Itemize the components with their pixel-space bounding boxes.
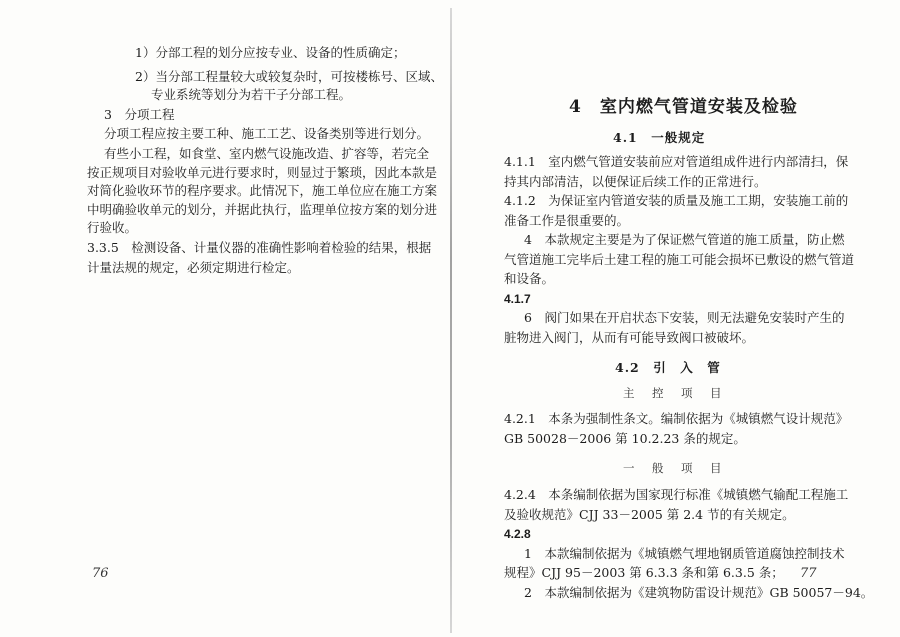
list-item: 2 本款编制依据为《建筑物防雷设计规范》GB 50057－94。 xyxy=(524,585,874,600)
clause-4-2-1: 4.2.1 本条为强制性条文。编制依据为《城镇燃气设计规范》 xyxy=(504,411,849,426)
section-heading: 4.2 引 入 管 xyxy=(615,360,721,375)
text-line: 对简化验收环节的程序要求。此情况下，施工单位应在施工方案 xyxy=(87,183,438,198)
clause-4-1-2: 4.1.2 为保证室内管道安装的质量及施工工期，安装施工前的 xyxy=(504,193,849,208)
clause-3-3-5: 3.3.5 检测设备、计量仪器的准确性影响着检验的结果，根据 xyxy=(87,240,432,255)
text-line: GB 50028－2006 第 10.2.23 条的规定。 xyxy=(504,431,746,446)
chapter-title: 4 室内燃气管道安装及检验 xyxy=(569,97,798,117)
list-item: 1 本款编制依据为《城镇燃气埋地钢质管道腐蚀控制技术 xyxy=(524,546,845,561)
list-item: 2）当分部工程量较大或较复杂时，可按楼栋号、区域、 xyxy=(135,69,443,84)
text-line: 中明确验收单元的划分，并据此执行，监理单位按方案的划分进 xyxy=(87,202,438,217)
text-line: 准备工作是很重要的。 xyxy=(504,213,630,228)
text-line: 脏物进入阀门，从而有可能导致阀口被破坏。 xyxy=(504,330,755,345)
text-line: 规程》CJJ 95－2003 第 6.3.3 条和第 6.3.5 条； xyxy=(504,565,784,580)
text-line: 有些小工程，如食堂、室内燃气设施改造、扩容等，若完全 xyxy=(104,146,430,161)
text-line: 计量法规的规定，必须定期进行检定。 xyxy=(87,260,300,275)
page-number: 76 xyxy=(92,566,109,581)
text-line: 及验收规范》CJJ 33－2005 第 2.4 节的有关规定。 xyxy=(504,507,795,522)
section-heading: 4.1 一般规定 xyxy=(613,130,706,145)
text-line: 专业系统等划分为若干子分部工程。 xyxy=(151,87,352,102)
text-line: 分项工程应按主要工种、施工工艺、设备类别等进行划分。 xyxy=(104,126,430,141)
right-page xyxy=(452,0,900,637)
list-item: 4 本款规定主要是为了保证燃气管道的施工质量，防止燃 xyxy=(524,232,845,247)
clause-4-2-4: 4.2.4 本条编制依据为国家现行标准《城镇燃气输配工程施工 xyxy=(504,487,849,502)
list-item: 1）分部工程的划分应按专业、设备的性质确定； xyxy=(135,45,406,60)
text-line: 持其内部清洁，以便保证后续工作的正常进行。 xyxy=(504,174,767,189)
subheading: 主 控 项 目 xyxy=(623,386,725,400)
list-item: 6 阀门如果在开启状态下安装，则无法避免安装时产生的 xyxy=(524,310,845,325)
clause-4-1-1: 4.1.1 室内燃气管道安装前应对管道组成件进行内部清扫，保 xyxy=(504,154,849,169)
text-line: 按正规项目对验收单元进行要求时，则显过于繁琐，因此本款是 xyxy=(87,165,438,180)
text-line: 气管道施工完毕后土建工程的施工可能会损坏已敷设的燃气管道 xyxy=(504,252,855,267)
text-line: 和设备。 xyxy=(504,271,555,286)
clause-4-1-7: 4.1.7 xyxy=(504,292,531,306)
item-heading: 3 分项工程 xyxy=(104,107,175,122)
text-line: 行验收。 xyxy=(87,220,138,235)
subheading: 一 般 项 目 xyxy=(623,461,725,475)
clause-4-2-8: 4.2.8 xyxy=(504,527,531,541)
page-number: 77 xyxy=(800,566,817,581)
